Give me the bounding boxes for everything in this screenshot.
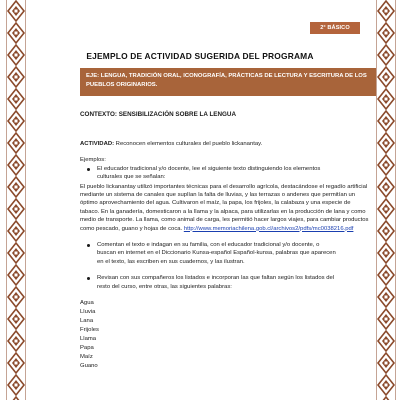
bullet-2-line-1: Comentan el texto e indagan en su familia, con el educador tradicional y/o docente, o: [97, 242, 320, 249]
decorative-border-left: [6, 0, 26, 400]
word-item: Agua: [80, 300, 94, 307]
eje-box: [80, 68, 376, 96]
unit-badge: 2° BÁSICO Unidad 3: [310, 22, 360, 34]
word-item: Guano: [80, 363, 98, 370]
word-item: Llama: [80, 336, 97, 343]
decorative-border-right: [376, 0, 396, 400]
bullet-item: [80, 274, 370, 291]
bullet-1-line-2: culturales que se señalan:: [97, 174, 166, 181]
examples-label: Ejemplos:: [80, 157, 106, 164]
bullet-2-line-3: en el texto, las escriben en sus cuadernos, y las ilustran.: [97, 258, 245, 265]
bullet-3-line-1: Revisan con sus compañeros los listados e incorporan las que faltan según los listados del: [97, 275, 335, 282]
word-item: Lana: [80, 318, 94, 325]
bullet-item: [80, 165, 370, 182]
activity-line: [80, 140, 370, 148]
bullet-2-line-2: buscan en internet en el Diccionario Kunsa-español Español-kunsa, palabras que aparecen: [97, 250, 336, 257]
activity-text: Reconocen elementos culturales del pueblo lickanantay.: [114, 141, 263, 147]
eje-line-2: PUEBLOS ORIGINARIOS.: [86, 82, 158, 88]
activity-label: ACTIVIDAD:: [80, 141, 115, 147]
word-item: Frijoles: [80, 327, 99, 334]
bullet-item: [80, 241, 370, 266]
bullet-icon: [87, 277, 90, 280]
word-item: Papa: [80, 345, 94, 352]
bullet-icon: [87, 244, 90, 247]
context-heading: CONTEXTO: SENSIBILIZACIÓN SOBRE LA LENGUA: [80, 111, 237, 118]
bullet-1-line-1: El educador tradicional y/o docente, lee el siguiente texto distinguiendo los elementos: [97, 165, 321, 172]
reading-paragraph: [80, 183, 370, 233]
word-item: Lluvia: [80, 309, 96, 316]
bullet-icon: [87, 168, 90, 171]
bullet-3-line-2: resto del curso, entre otras, las siguientes palabras:: [97, 283, 232, 290]
page-title: EJEMPLO DE ACTIVIDAD SUGERIDA DEL PROGRAMA: [86, 51, 314, 61]
word-list: [80, 299, 370, 371]
word-item: Maíz: [80, 354, 93, 361]
source-link[interactable]: http://www.memoriachilena.gob.cl/archivos2/pdfs/mc0038216.pdf: [183, 225, 354, 232]
reading-paragraph-text: El pueblo lickanantay utilizó importantes técnicas para el desarrollo agrícola, destacándose el regadío artificial mediante un sistema de canales que suplían la falta de lluvias, y las terrazas o andenes que permitían un óptimo aprovechamiento del agua. Cultivaron el maíz, la papa, los frijoles, la calabaza y una especie de tabaco. En la ganadería, domesticaron a la llama y la alpaca, para utilizarlas en la producción de lana y como medio de transporte. La llama, como animal de carga, les permitió hacer largos viajes, para cambiar productos como pescado, guano y hojas de coca.: [80, 183, 369, 232]
eje-line-1: EJE: LENGUA, TRADICIÓN ORAL, ICONOGRAFÍA, PRÁCTICAS DE LECTURA Y ESCRITURA DE LOS: [86, 73, 367, 79]
activity-content: [80, 140, 370, 371]
